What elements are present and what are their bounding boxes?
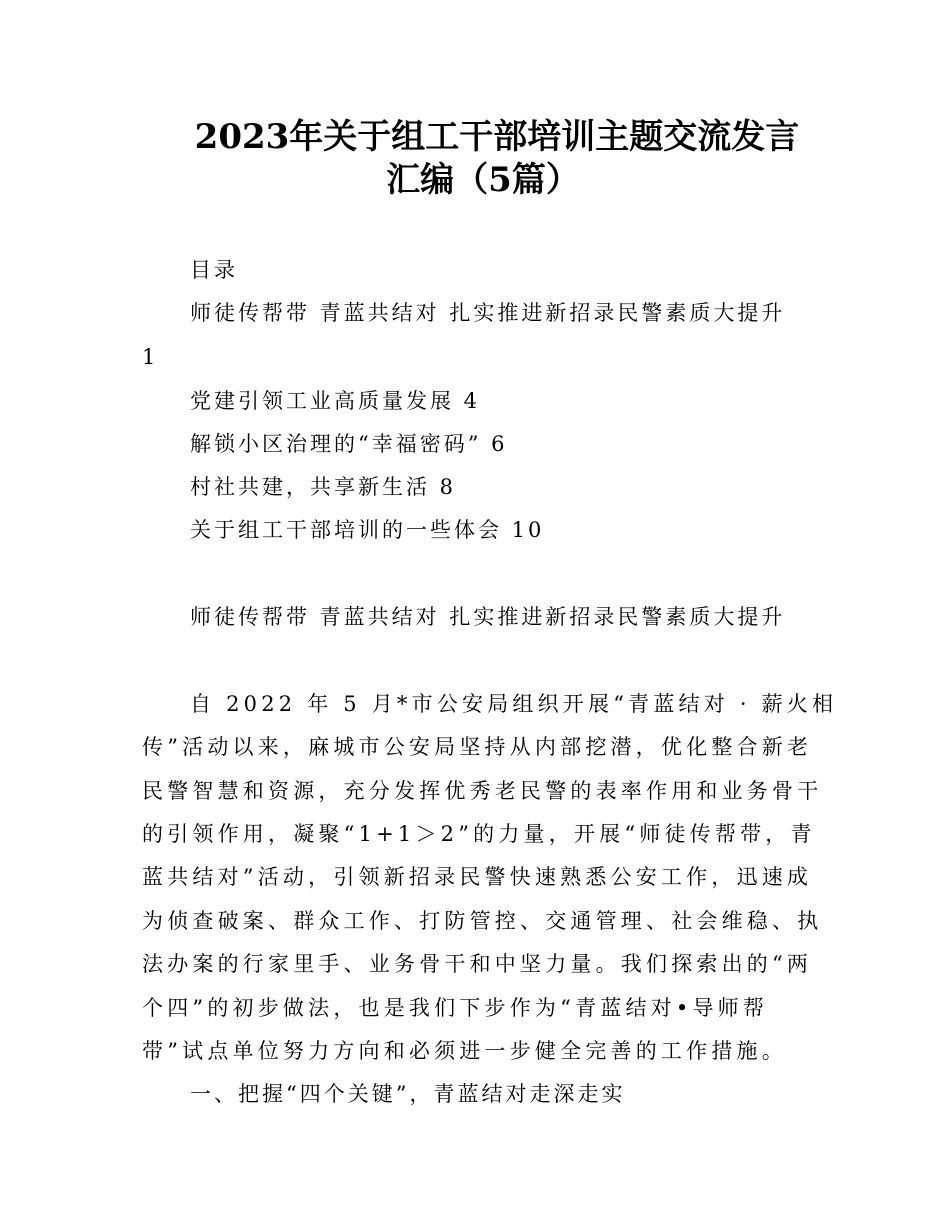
section-subheading: 一、把握“四个关键”，青蓝结对走深走实 [190,1082,626,1106]
toc-heading: 目录 [190,258,238,282]
toc-item-2: 党建引领工业高质量发展 4 [190,389,481,413]
paragraph-line-4: 的引领作用，凝聚“1+1＞2”的力量，开展“师徒传帮带，青 [142,822,816,846]
paragraph-line-5: 蓝共结对”活动，引领新招录民警快速熟悉公安工作，迅速成 [142,865,813,889]
toc-item-3: 解锁小区治理的“幸福密码” 6 [190,432,508,456]
paragraph-line-3: 民警智慧和资源，充分发挥优秀老民警的表率作用和业务骨干 [142,779,823,803]
paragraph-line-1: 自 2022 年 5 月*市公安局组织开展“青蓝结对 · 薪火相 [190,692,838,716]
toc-item-1: 师徒传帮带 青蓝共结对 扎实推进新招录民警素质大提升 [190,301,786,325]
paragraph-line-7: 法办案的行家里手、业务骨干和中坚力量。我们探索出的“两 [142,952,813,976]
document-title-line1: 2023年关于组工干部培训主题交流发言 [194,117,800,157]
section-heading: 师徒传帮带 青蓝共结对 扎实推进新招录民警素质大提升 [190,605,786,629]
toc-item-1-page: 1 [142,345,159,369]
paragraph-line-9: 带”试点单位努力方向和必须进一步健全完善的工作措施。 [142,1039,787,1063]
document-title-line2: 汇编（5篇） [386,160,580,200]
paragraph-line-2: 传”活动以来，麻城市公安局坚持从内部挖潜，优化整合新老 [142,735,813,759]
toc-item-5: 关于组工干部培训的一些体会 10 [190,518,545,542]
paragraph-line-8: 个四”的初步做法，也是我们下步作为“青蓝结对•导师帮 [142,996,769,1020]
toc-item-4: 村社共建，共享新生活 8 [190,475,457,499]
paragraph-line-6: 为侦查破案、群众工作、打防管控、交通管理、社会维稳、执 [142,909,823,933]
